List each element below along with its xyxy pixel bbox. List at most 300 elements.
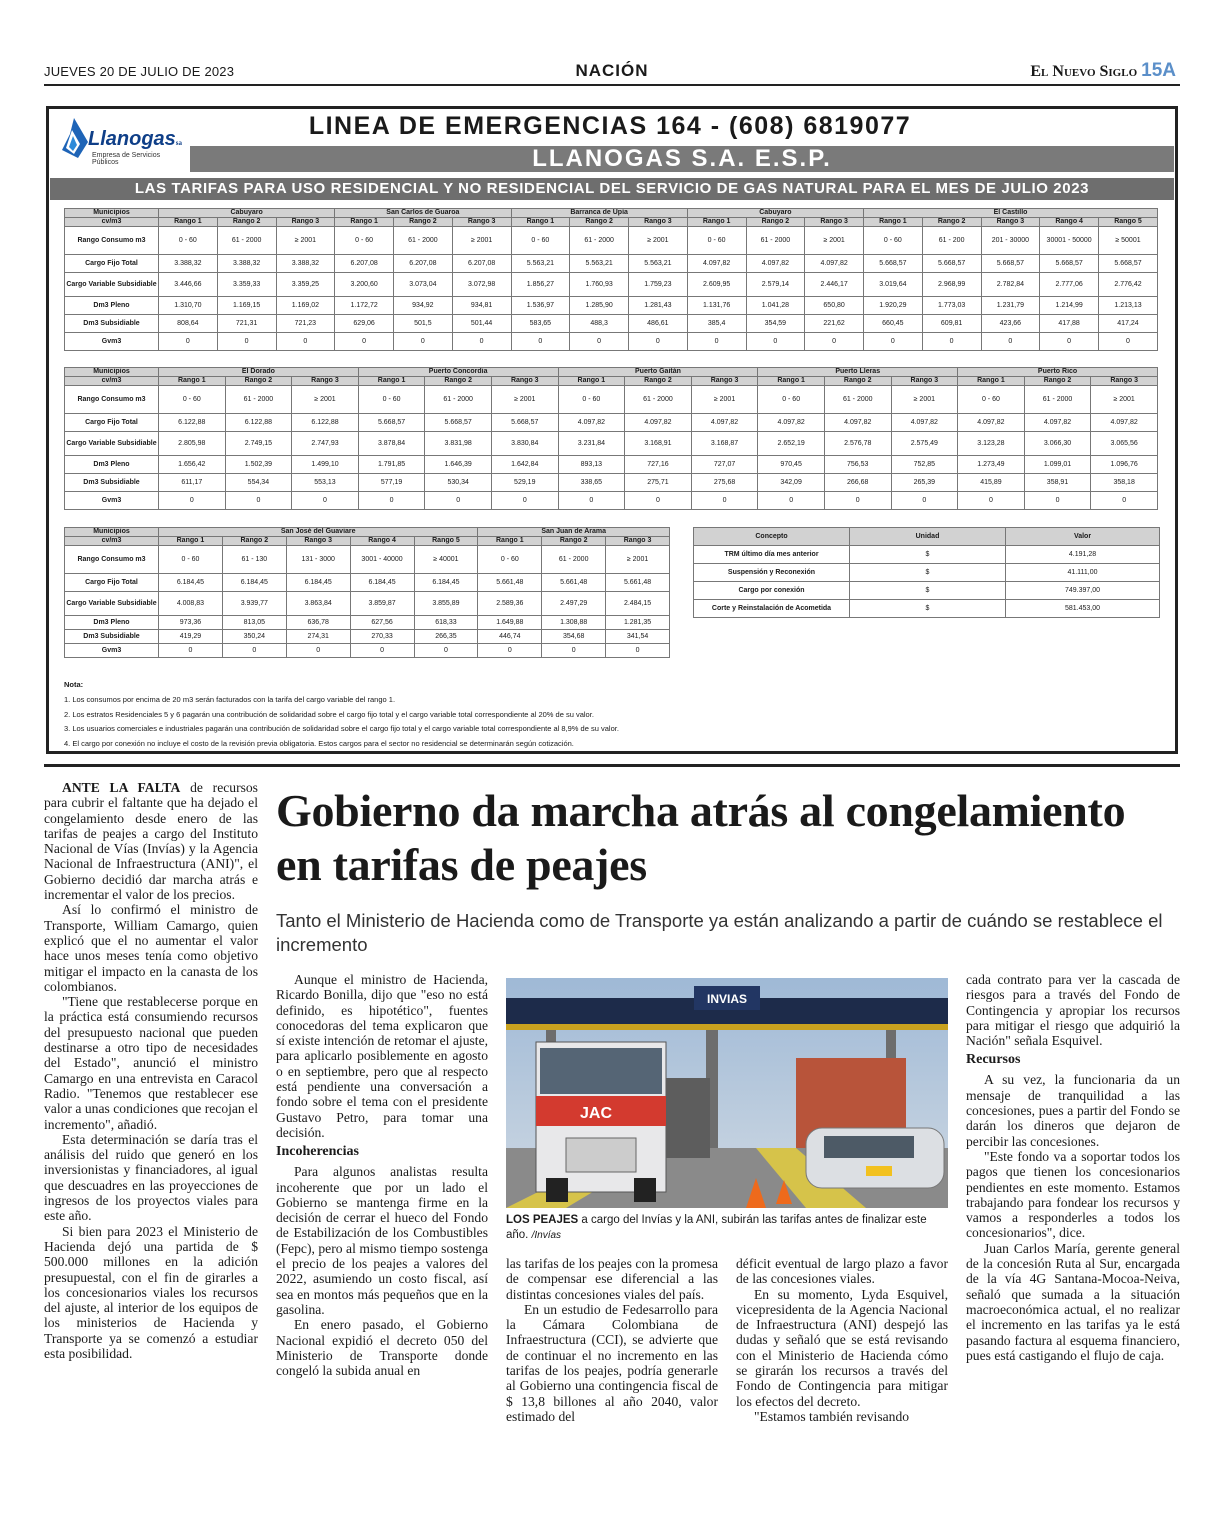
ad-notes [64,678,1164,752]
table-cell: 5.668,57 [1099,255,1158,273]
range-header: Rango 1 [335,218,394,227]
table-cell: Corte y Reinstalación de Acometida [694,600,850,618]
row-label: Cargo Variable Subsidiable [65,432,159,456]
row-label: cv/m3 [65,218,159,227]
emergency-line: LINEA DE EMERGENCIAS 164 - (608) 6819077 [308,112,912,140]
table-cell: 3.066,30 [1024,432,1091,456]
paragraph: las tarifas de los peajes con la promesa de compensar ese diferencial a las distintas concesiones viales del país. [506,1256,718,1302]
table-cell: 350,24 [222,630,286,644]
table-cell: 5.668,57 [491,414,558,432]
table-cell: 2.609,95 [687,273,746,297]
table-cell: 4.097,82 [558,414,625,432]
table-row [694,546,1160,564]
table-cell: 554,34 [225,474,292,492]
table-cell: 2.589,36 [478,592,542,616]
paragraph: Para algunos analistas resulta incoherente que por un lado el Gobierno se mantenga firme en la decisión de cerrar el hueco del Fondo de Estabilización de los Combustibles (Fepc), pero al mismo tiempo sostenga el precio de los peajes a valores del 2022, asumiendo un costo fiscal, así sea en montos más pequeños que en la gasolina. [276,1164,488,1317]
table-cell: 660,45 [864,315,923,333]
table-cell: 893,13 [558,456,625,474]
table-cell: 338,65 [558,474,625,492]
table-cell: 1.499,10 [292,456,359,474]
table-cell: 0 [891,492,958,510]
row-label: Municipios [65,368,159,377]
table-cell: 0 - 60 [687,227,746,255]
tariff-banner: LAS TARIFAS PARA USO RESIDENCIAL Y NO RESIDENCIAL DEL SERVICIO DE GAS NATURAL PARA EL MES DE JULIO 2023 [50,178,1174,200]
table-cell: 41.111,00 [1006,564,1160,582]
table-cell: 1.760,93 [570,273,629,297]
table-cell: 3.231,84 [558,432,625,456]
table-cell: 1.920,29 [864,297,923,315]
table-cell: 727,16 [625,456,692,474]
table-cell: 4.097,82 [891,414,958,432]
llanogas-logo [52,112,184,164]
table-cell: 6.207,08 [335,255,394,273]
table-cell: 0 - 60 [478,546,542,574]
table-cell: 5.563,21 [629,255,688,273]
paragraph: En enero pasado, el Gobierno Nacional expidió el decreto 050 del Ministerio de Transporte donde congeló la subida anual en [276,1317,488,1379]
table-cell: 0 [1099,333,1158,351]
table-cell: 501,5 [394,315,453,333]
table-row [65,456,1158,474]
table-cell: 3.019,64 [864,273,923,297]
table-cell: 61 - 2000 [1024,386,1091,414]
table-cell: 0 - 60 [758,386,825,414]
table-row [65,333,1158,351]
table-cell: 2.579,14 [746,273,805,297]
municipality-header: Puerto Rico [958,368,1158,377]
table-cell: 0 [159,492,226,510]
table-cell: ≥ 50001 [1099,227,1158,255]
table-cell: 4.097,82 [1091,414,1158,432]
table-cell: 3.388,32 [276,255,335,273]
range-header: Rango 2 [225,377,292,386]
range-header: Rango 3 [606,537,670,546]
article-column-2 [276,972,488,1378]
row-label: Cargo Fijo Total [65,255,159,273]
row-label: Municipios [65,528,159,537]
table-cell: 4.097,82 [824,414,891,432]
table-cell: 0 - 60 [358,386,425,414]
table-cell: 6.184,45 [222,574,286,592]
toll-booth-illustration [506,978,948,1208]
flame-logo-icon [56,116,92,160]
article-column-3 [506,1256,718,1424]
table-cell: 0 [606,644,670,658]
table-cell: 30001 - 50000 [1040,227,1099,255]
municipality-header: San José del Guaviare [159,528,478,537]
table-cell: 61 - 2000 [425,386,492,414]
table-cell: 4.097,82 [805,255,864,273]
table-cell: 629,06 [335,315,394,333]
table-row [65,644,670,658]
table-cell: 5.563,21 [570,255,629,273]
table-cell: 1.856,27 [511,273,570,297]
municipality-header: Cabuyaro [159,209,335,218]
row-label: Dm3 Subsidiable [65,315,159,333]
table-cell: 0 [217,333,276,351]
table-cell: 0 [286,644,350,658]
table-cell: 1.310,70 [159,297,218,315]
table-cell: 5.668,57 [358,414,425,432]
table-cell: 6.122,88 [159,414,226,432]
logo-text: Llanogas [88,128,176,150]
table-cell: 5.668,57 [981,255,1040,273]
table-cell: 1.099,01 [1024,456,1091,474]
table-cell: 0 [511,333,570,351]
masthead [1030,60,1176,82]
range-header: Rango 3 [491,377,558,386]
invias-sign: INVIAS [706,992,748,1006]
table-cell: 0 [805,333,864,351]
range-header: Rango 3 [292,377,359,386]
table-cell: 3.878,84 [358,432,425,456]
table-cell: 752,85 [891,456,958,474]
lead-text: de recursos para cubrir el faltante que ha dejado el congelamiento desde enero de las tarifas de peajes a cargo del Instituto Nacional de Vías (Invías) y la Agencia Nacional de Infraestructura (ANI)", el Gobierno decidió dar marcha atrás e incrementar el valor de los precios. [44,780,258,903]
table-cell: 581.453,00 [1006,600,1160,618]
table-cell: 0 - 60 [335,227,394,255]
table-cell: 501,44 [452,315,511,333]
range-header: Rango 2 [824,377,891,386]
table-cell: ≥ 2001 [691,386,758,414]
table-cell: 265,39 [891,474,958,492]
table-row [65,432,1158,456]
table-cell: 4.097,82 [758,414,825,432]
table-cell: 0 [864,333,923,351]
table-cell: 3.830,84 [491,432,558,456]
table-cell: 4.097,82 [625,414,692,432]
municipality-header: San Carlos de Guaroa [335,209,511,218]
table-cell: 3.388,32 [159,255,218,273]
table-cell: 0 [478,644,542,658]
table-cell: 756,53 [824,456,891,474]
table-cell: 934,81 [452,297,511,315]
table-cell: 1.169,15 [217,297,276,315]
paragraph: Juan Carlos María, gerente general de la concesión Ruta al Sur, encargada de la vía 4G Santana-Mocoa-Neiva, señaló que sumada a la situación macroeconómica actual, el no realizar el incremento en las tarifas ya le está pasando factura al esquema financiero, pues está castigando el flujo de caja. [966,1240,1180,1363]
table-row [65,297,1158,315]
table-cell: ≥ 40001 [414,546,478,574]
article-column-5 [966,972,1180,1363]
table-cell: 2.776,42 [1099,273,1158,297]
table-cell: ≥ 2001 [1091,386,1158,414]
article-column-4 [736,1256,948,1424]
table-cell: 446,74 [478,630,542,644]
paragraph: "Este fondo va a soportar todos los pagos que tienen los concesionarios pendientes en este momento. Estamos trabajando para fondear los recursos y vamos a responderles a todos los concesionarios", dice. [966,1148,1180,1241]
table-row [694,582,1160,600]
table-cell: 3.359,25 [276,273,335,297]
issue-date: JUEVES 20 DE JULIO DE 2023 [44,64,235,79]
table-cell: 5.563,21 [511,255,570,273]
table-cell: 0 [335,333,394,351]
table-cell: 611,17 [159,474,226,492]
range-header: Rango 1 [958,377,1025,386]
municipality-header: El Dorado [159,368,359,377]
table-cell: 4.097,82 [687,255,746,273]
row-label: Municipios [65,209,159,218]
table-cell: 0 - 60 [159,546,223,574]
table-cell: 0 [625,492,692,510]
table-cell: 2.782,84 [981,273,1040,297]
table-cell: 0 [358,492,425,510]
table-cell: 3.863,84 [286,592,350,616]
table-row [65,386,1158,414]
row-label: Dm3 Subsidiable [65,630,159,644]
range-header: Rango 3 [805,218,864,227]
table-row [65,474,1158,492]
range-header: Rango 1 [864,218,923,227]
table-row [65,492,1158,510]
paragraph: Así lo confirmó el ministro de Transporte, William Camargo, quien explicó que el no aumentar el valor hace unos meses tenía como objetivo mitigar el impacto en la canasta de los colombianos. [44,902,258,994]
tariff-table-3 [64,527,670,658]
table-cell: 5.661,48 [478,574,542,592]
municipality-header: Cabuyaro [687,209,863,218]
table-row [65,574,670,592]
table-cell: 415,89 [958,474,1025,492]
table-cell: 2.576,78 [824,432,891,456]
row-label: Rango Consumo m3 [65,227,159,255]
row-label: Dm3 Pleno [65,456,159,474]
range-header: Rango 1 [511,218,570,227]
headline: Gobierno da marcha atrás al congelamiento en tarifas de peajes [276,785,1126,890]
table-cell: 1.213,13 [1099,297,1158,315]
table-cell: 0 - 60 [864,227,923,255]
table-cell: 749.397,00 [1006,582,1160,600]
table-cell: 1.169,02 [276,297,335,315]
table-cell: 6.207,08 [452,255,511,273]
table-cell: 0 [452,333,511,351]
range-header: Rango 4 [1040,218,1099,227]
table-cell: $ [850,564,1006,582]
table-cell: 6.184,45 [414,574,478,592]
table-cell: 4.097,82 [1024,414,1091,432]
table-cell: 266,35 [414,630,478,644]
table-cell: 0 [159,333,218,351]
range-header: Rango 3 [276,218,335,227]
table-cell: 1.502,39 [225,456,292,474]
range-header: Rango 3 [286,537,350,546]
paragraph: "Estamos también revisando [754,1408,910,1424]
caption-lead: LOS PEAJES [506,1214,579,1226]
paragraph: En su momento, Lyda Esquivel, vicepresidenta de la Agencia Nacional de Infraestructura (ANI) despejó las dudas y señaló que se está revisando con el Ministerio de Hacienda cómo se girarán los recursos a través del Fondo de Contingencia para mitigar los efectos del decreto. [736,1286,948,1409]
note-line: 2. Los estratos Residenciales 5 y 6 pagarán una contribución de solidaridad sobre el cargo fijo total y el cargo variable total correspondiente al 20% de su valor. [64,709,594,719]
row-label: Gvm3 [65,492,159,510]
table-cell: 0 [687,333,746,351]
table-cell: 61 - 2000 [217,227,276,255]
table-cell: 358,18 [1091,474,1158,492]
table-cell: 808,64 [159,315,218,333]
page-number: 15A [1141,60,1176,81]
caption-credit: /Invías [531,1230,562,1241]
table-cell: 358,91 [1024,474,1091,492]
row-label: Cargo Variable Subsidiable [65,592,159,616]
table-cell: 341,54 [606,630,670,644]
table-row [65,315,1158,333]
row-label: cv/m3 [65,537,159,546]
table-cell: 5.668,57 [922,255,981,273]
table-row [65,414,1158,432]
table-cell: 1.096,76 [1091,456,1158,474]
table-cell: 61 - 130 [222,546,286,574]
range-header: Rango 2 [217,218,276,227]
table-cell: 0 [570,333,629,351]
note-line: Nota: [64,680,84,689]
table-cell: 2.497,29 [542,592,606,616]
row-label: Gvm3 [65,333,159,351]
table-cell: 385,4 [687,315,746,333]
table-cell: ≥ 2001 [805,227,864,255]
table-cell: 3.855,89 [414,592,478,616]
subheading-recursos: Recursos [966,1052,1021,1068]
range-header: Rango 1 [358,377,425,386]
table-cell: 0 [394,333,453,351]
range-header: Rango 3 [1091,377,1158,386]
table-cell: 727,07 [691,456,758,474]
truck-brand: JAC [579,1105,613,1122]
table-cell: 3001 - 40000 [350,546,414,574]
range-header: Rango 2 [425,377,492,386]
table-cell: 61 - 2000 [824,386,891,414]
tariff-table-1 [64,208,1158,351]
table-cell: ≥ 2001 [606,546,670,574]
table-cell: 1.273,49 [958,456,1025,474]
table-row [65,255,1158,273]
table-cell: 3.065,56 [1091,432,1158,456]
table-cell: 5.661,48 [606,574,670,592]
table-cell: 0 [824,492,891,510]
paragraph: Aunque el ministro de Hacienda, Ricardo Bonilla, dijo que "eso no está definido, es hipotético", fuentes conocedoras del tema explicaron que sí existe intención de retomar el ajuste, para aplicarlo posiblemente en agosto o en septiembre, pero que al respecto está pendiente una conversación a fondo sobre el tema con el presidente Gustavo Petro, para tomar una decisión. [276,972,488,1140]
logo-suffix: sa [175,139,183,147]
table-cell: 6.184,45 [350,574,414,592]
row-label: Cargo Fijo Total [65,414,159,432]
paragraph: En un estudio de Fedesarrollo para la Cámara Colombiana de Infraestructura (CCI), se advierte que de continuar el no incremento en las tarifas de los peajes, podría generarle al Gobierno una contingencia fiscal de $ 13,8 billones al año 2040, valor estimado del [506,1301,718,1424]
table-cell: 201 - 30000 [981,227,1040,255]
row-label: Dm3 Pleno [65,616,159,630]
table-cell: 1.642,84 [491,456,558,474]
table-cell: 61 - 200 [922,227,981,255]
range-header: Rango 4 [350,537,414,546]
table-cell: 0 [276,333,335,351]
row-label: cv/m3 [65,377,159,386]
table-cell: 553,13 [292,474,359,492]
range-header: Rango 5 [414,537,478,546]
table-cell: 342,09 [758,474,825,492]
municipality-header: Barranca de Upía [511,209,687,218]
company-name: LLANOGAS S.A. E.S.P. [190,146,1174,172]
range-header: Rango 3 [891,377,958,386]
table-cell: 618,33 [414,616,478,630]
table-cell: 0 - 60 [558,386,625,414]
table-cell: Cargo por conexión [694,582,850,600]
paragraph: cada contrato para ver la cascada de riesgos para a través del Fondo de Contingencia y apropiar los recursos para mitigar el riesgo que adquirió la Nación" señala Esquivel. [966,972,1180,1049]
range-header: Rango 2 [922,218,981,227]
section-title: NACIÓN [575,61,649,80]
table-cell: 2.968,99 [922,273,981,297]
table-cell: 0 [542,644,606,658]
municipality-header: El Castillo [864,209,1158,218]
table-cell: 61 - 2000 [225,386,292,414]
paragraph: Si bien para 2023 el Ministerio de Hacienda dejó una partida de $ 500.000 millones en la adición presupuestal, con el fin de girarles a los concesionarios viales los recursos del ajuste, al interior de los equipos de los ministerios de Hacienda y Transporte ya se comenzó a estudiar esta posibilidad. [44,1223,258,1361]
table-cell: 3.123,28 [958,432,1025,456]
table-cell: Suspensión y Reconexión [694,564,850,582]
table-cell: 486,61 [629,315,688,333]
range-header: Rango 2 [542,537,606,546]
subheading-incoherencias: Incoherencias [276,1144,359,1160]
logo-subtitle: Empresa de Servicios Públicos [92,152,161,166]
photo-caption [506,1213,948,1243]
table-cell: 61 - 2000 [394,227,453,255]
note-line: 3. Los usuarios comerciales e industriales pagarán una contribución de solidaridad sobre el cargo fijo total y el cargo variable total correspondiente al 8,9% de su valor. [64,724,619,734]
range-header: Rango 1 [687,218,746,227]
table-cell: 0 [225,492,292,510]
table-cell: 0 [1040,333,1099,351]
table-row [65,616,670,630]
table-cell: 636,78 [286,616,350,630]
range-header: Rango 2 [746,218,805,227]
concept-header: Concepto [694,528,850,546]
paragraph: "Tiene que restablecerse porque en la práctica está consumiendo recursos del presupuesto nacional que pueden destinarse a otro tipo de necesidades del Estado", anunció el ministro Camargo en una entrevista en Caracol Radio. "Tenemos que restablecer ese valor a unas condiciones que recojan el incremento", añadió. [44,994,258,1132]
range-header: Rango 2 [570,218,629,227]
table-cell: 609,81 [922,315,981,333]
table-cell: 0 - 60 [159,227,218,255]
table-cell: $ [850,600,1006,618]
table-cell: 3.359,33 [217,273,276,297]
municipality-header: Puerto Lleras [758,368,958,377]
table-row [694,600,1160,618]
row-label: Gvm3 [65,644,159,658]
table-cell: 1.656,42 [159,456,226,474]
table-cell: ≥ 2001 [491,386,558,414]
range-header: Rango 1 [478,537,542,546]
table-row [65,630,670,644]
table-cell: 1.041,28 [746,297,805,315]
table-cell: 6.122,88 [292,414,359,432]
table-cell: 934,92 [394,297,453,315]
table-cell: 6.184,45 [286,574,350,592]
table-cell: 0 [981,333,1040,351]
table-cell: TRM último día mes anterior [694,546,850,564]
table-cell: 529,19 [491,474,558,492]
table-cell: 275,68 [691,474,758,492]
table-cell: 3.168,91 [625,432,692,456]
concept-header: Unidad [850,528,1006,546]
range-header: Rango 3 [629,218,688,227]
table-cell: 266,68 [824,474,891,492]
table-cell: 627,56 [350,616,414,630]
table-cell: 275,71 [625,474,692,492]
table-cell: 0 - 60 [159,386,226,414]
concepts-table [693,527,1160,618]
note-line: 1. Los consumos por encima de 20 m3 serán facturados con la tarifa del cargo variable del rango 1. [64,694,396,704]
table-cell: 131 - 3000 [286,546,350,574]
table-cell: 354,59 [746,315,805,333]
lead-caps: ANTE LA FALTA [62,780,181,795]
table-cell: 0 - 60 [511,227,570,255]
table-cell: 274,31 [286,630,350,644]
paragraph: déficit eventual de largo plazo a favor de las concesiones viales. [736,1256,948,1287]
table-row [65,273,1158,297]
range-header: Rango 1 [159,218,218,227]
table-cell: 583,65 [511,315,570,333]
table-cell: 61 - 2000 [746,227,805,255]
table-cell: 1.536,97 [511,297,570,315]
table-cell: 3.859,87 [350,592,414,616]
table-cell: 4.191,28 [1006,546,1160,564]
row-label: Dm3 Subsidiable [65,474,159,492]
table-cell: 0 - 60 [958,386,1025,414]
table-cell: 3.939,77 [222,592,286,616]
table-cell: 2.652,19 [758,432,825,456]
table-cell: 0 [629,333,688,351]
table-row [65,592,670,616]
table-cell: 221,62 [805,315,864,333]
